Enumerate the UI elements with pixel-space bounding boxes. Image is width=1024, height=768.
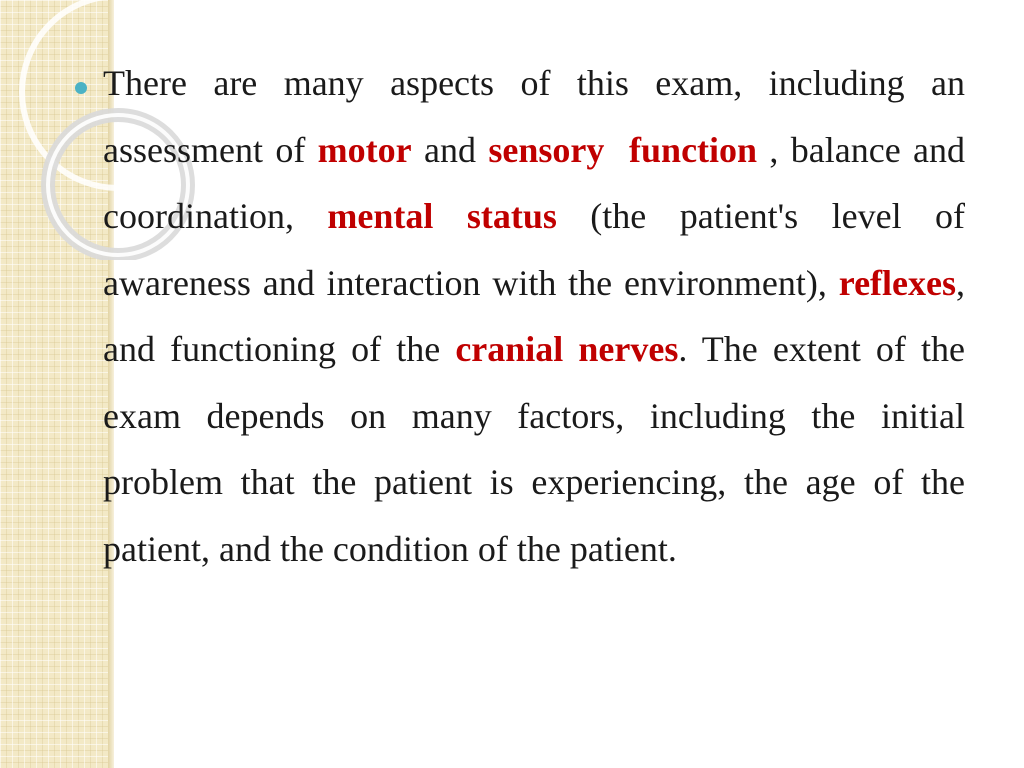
bullet-paragraph: [75, 50, 965, 582]
bullet-dot-icon: [75, 82, 87, 94]
bullet-item: [75, 50, 965, 582]
text-segment: , balance and coordination,: [103, 129, 966, 236]
text-segment: There are many aspects of this exam, including an assessment of: [103, 63, 965, 170]
text-segment: [604, 130, 629, 170]
text-segment: and: [411, 129, 489, 170]
text-segment: . The extent of the exam depends on many factors, including the initial problem that the patient is experiencing, the age of the patient, and the condition of the patient.: [103, 329, 965, 569]
highlight-sensory: sensory: [488, 129, 605, 170]
highlight-mental-status: mental status: [327, 196, 557, 236]
text-segment: (the patient's level of awareness and interaction with the environment),: [103, 196, 966, 303]
highlight-cranial-nerves: cranial nerves: [455, 329, 679, 369]
highlight-function: function: [629, 129, 758, 170]
text-segment: , and functioning of the: [103, 262, 965, 369]
highlight-motor: motor: [317, 129, 412, 170]
highlight-reflexes: reflexes: [838, 262, 956, 303]
